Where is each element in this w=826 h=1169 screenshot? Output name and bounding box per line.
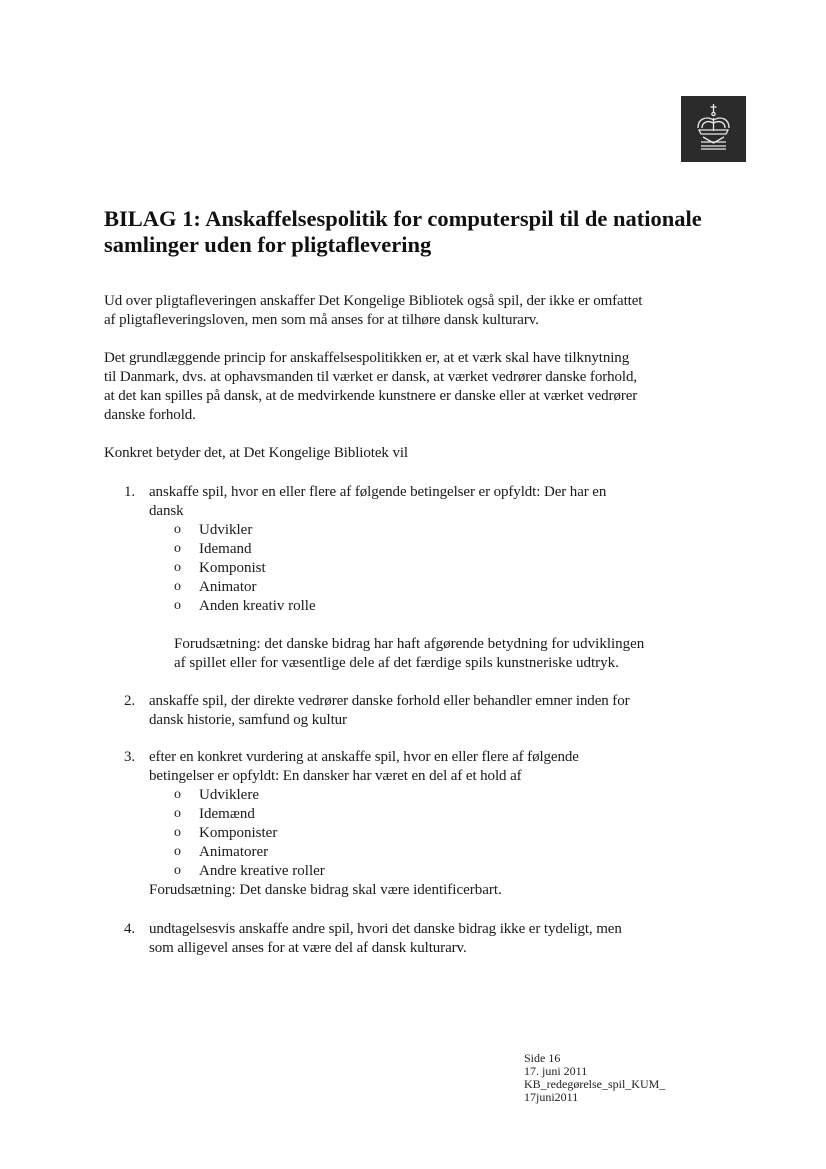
- bullet-icon: o: [174, 579, 181, 594]
- item-line-1: undtagelsesvis anskaffe andre spil, hvori det danske bidrag ikke er tydeligt, men: [149, 921, 622, 937]
- item-1-condition: Forudsætning: det danske bidrag har haft afgørende betydning for udviklingen af spillet eller for væsentlige dele af det færdige spils kunstneriske udtryk.: [174, 636, 645, 671]
- intro-line-1: Ud over pligtafleveringen anskaffer Det Kongelige Bibliotek også spil, der ikke er omfattet: [104, 293, 643, 309]
- bullet-icon: o: [174, 598, 181, 613]
- principle-line-2: til Danmark, dvs. at ophavsmanden til værket er dansk, at værket vedrører danske forhold,: [104, 369, 638, 385]
- bullet-icon: o: [174, 844, 181, 859]
- principle-paragraph: [104, 349, 714, 425]
- royal-crown-logo: [681, 96, 746, 162]
- item-line-2: dansk historie, samfund og kultur: [149, 712, 347, 728]
- page-title: [104, 206, 724, 258]
- footer-date: 17. juni 2011: [524, 1064, 588, 1078]
- principle-line-4: danske forhold.: [104, 407, 196, 423]
- item-3-condition: Forudsætning: Det danske bidrag skal være identificerbart.: [149, 882, 502, 898]
- intro-paragraph: [104, 292, 714, 330]
- list-number: 3.: [124, 749, 136, 765]
- footer-filename-2: 17juni2011: [524, 1090, 579, 1104]
- intro-line-2: af pligtafleveringsloven, men som må anses for at tilhøre dansk kulturarv.: [104, 312, 539, 328]
- list-number: 2.: [124, 693, 136, 709]
- bullet-icon: o: [174, 806, 181, 821]
- title-line-2: samlinger uden for pligtaflevering: [104, 232, 432, 257]
- lead-paragraph: [104, 444, 714, 463]
- principle-line-1: Det grundlæggende princip for anskaffelsespolitikken er, at et værk skal have tilknytning: [104, 350, 630, 366]
- item-line-2: dansk: [149, 503, 184, 519]
- item-line-2: betingelser er opfyldt: En dansker har været en del af et hold af: [149, 768, 522, 784]
- title-line-1: BILAG 1: Anskaffelsespolitik for computerspil til de nationale: [104, 206, 702, 231]
- item-line-1: anskaffe spil, hvor en eller flere af følgende betingelser er opfyldt: Der har en: [149, 484, 607, 500]
- item-line-1: efter en konkret vurdering at anskaffe spil, hvor en eller flere af følgende: [149, 749, 579, 765]
- crown-icon: [681, 96, 746, 162]
- list-number: 1.: [124, 484, 136, 500]
- bullet-icon: o: [174, 787, 181, 802]
- item-line-2: som alligevel anses for at være del af dansk kulturarv.: [149, 940, 467, 956]
- bullet-icon: o: [174, 560, 181, 575]
- bullet-icon: o: [174, 863, 181, 878]
- page-footer: [524, 1052, 714, 1104]
- footer-filename-1: KB_redegørelse_spil_KUM_: [524, 1077, 666, 1091]
- bullet-icon: o: [174, 541, 181, 556]
- page-number: Side 16: [524, 1051, 561, 1065]
- item-line-1: anskaffe spil, der direkte vedrører danske forhold eller behandler emner inden for: [149, 693, 630, 709]
- lead-line: Konkret betyder det, at Det Kongelige Bibliotek vil: [104, 445, 408, 461]
- list-number: 4.: [124, 921, 136, 937]
- bullet-icon: o: [174, 825, 181, 840]
- bullet-icon: o: [174, 522, 181, 537]
- principle-line-3: at det kan spilles på dansk, at de medvirkende kunstnere er danske eller at værket vedrører: [104, 388, 638, 404]
